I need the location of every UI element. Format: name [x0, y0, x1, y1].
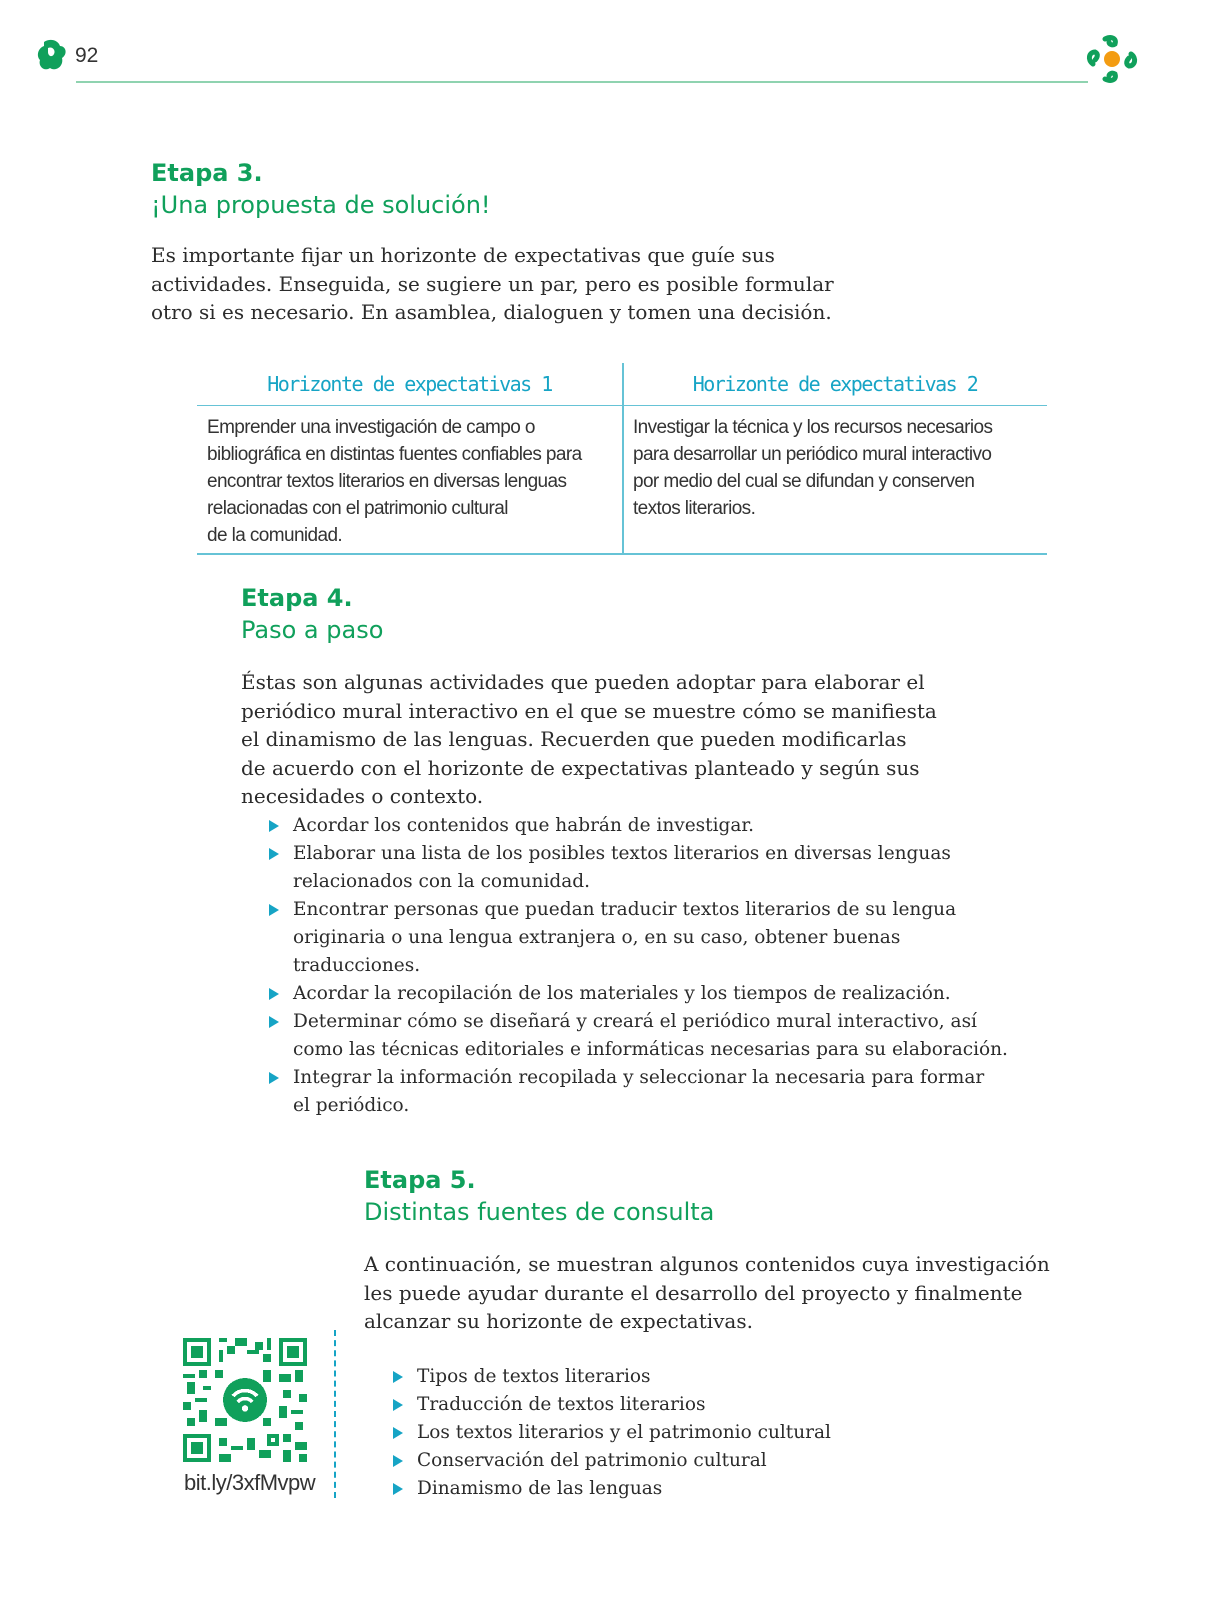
expectations-cell-2 — [623, 406, 1047, 522]
stage3-subtitle: ¡Una propuesta de solución! — [151, 191, 491, 219]
list-item-line: Integrar la información recopilada y seleccionar la necesaria para formar — [293, 1067, 985, 1088]
list-item — [293, 840, 1053, 896]
list-item-line: Tipos de textos literarios — [417, 1366, 651, 1387]
cell-line: textos literarios. — [633, 498, 756, 519]
stage4-intro-line: necesidades o contexto. — [241, 784, 484, 808]
table-bottom-rule — [197, 553, 1047, 555]
expectations-column-1 — [197, 363, 622, 549]
table-column-divider — [622, 363, 624, 554]
stage4-intro-line: el dinamismo de las lenguas. Recuerden que pueden modificarlas — [241, 727, 907, 751]
stage4-activities-list — [293, 812, 1053, 1120]
stage4-intro-line: Éstas son algunas actividades que pueden adoptar para elaborar el — [241, 670, 925, 694]
list-item — [293, 1064, 1053, 1120]
stage4-subtitle: Paso a paso — [241, 616, 384, 644]
stage3-heading — [151, 157, 491, 221]
list-item-line: Elaborar una lista de los posibles textos literarios en diversas lenguas — [293, 843, 951, 864]
list-item-line: traducciones. — [293, 955, 421, 976]
list-item-line: originaria o una lengua extranjera o, en su caso, obtener buenas — [293, 927, 901, 948]
bullet-triangle-icon — [393, 1427, 403, 1439]
bullet-triangle-icon — [269, 820, 279, 832]
cell-line: de la comunidad. — [207, 525, 343, 546]
list-item — [293, 1008, 1053, 1064]
expectations-column-2 — [623, 363, 1047, 522]
list-item-line: Acordar los contenidos que habrán de investigar. — [293, 815, 755, 836]
stage4-title: Etapa 4. — [241, 584, 353, 612]
expectations-table — [197, 363, 1047, 556]
bullet-triangle-icon — [393, 1483, 403, 1495]
list-item — [417, 1447, 977, 1475]
cell-line: bibliográfica en distintas fuentes confiables para — [207, 444, 582, 465]
stage3-intro-line: otro si es necesario. En asamblea, dialoguen y tomen una decisión. — [151, 300, 832, 324]
list-item-line: como las técnicas editoriales e informáticas necesarias para su elaboración. — [293, 1039, 1008, 1060]
cell-line: Emprender una investigación de campo o — [207, 417, 535, 438]
list-item-line: relacionados con la comunidad. — [293, 871, 590, 892]
stage3-intro-line: actividades. Enseguida, se sugiere un par, pero es posible formular — [151, 271, 834, 296]
cell-line: relacionadas con el patrimonio cultural — [207, 498, 508, 519]
stage4-intro — [241, 668, 981, 811]
qr-dashed-divider — [334, 1330, 336, 1498]
list-item — [293, 896, 1053, 980]
stage3-intro — [151, 241, 851, 327]
bullet-triangle-icon — [269, 988, 279, 1000]
stage5-intro-line: les puede ayudar durante el desarrollo del proyecto y finalmente — [364, 1280, 1023, 1305]
bullet-triangle-icon — [269, 1072, 279, 1084]
list-item-line: Los textos literarios y el patrimonio cultural — [417, 1422, 831, 1443]
stage5-heading — [364, 1164, 714, 1228]
list-item — [417, 1419, 977, 1447]
qr-code-icon[interactable] — [183, 1338, 307, 1462]
page-number: 92 — [75, 44, 99, 67]
list-item — [293, 812, 1053, 840]
stage5-intro — [364, 1250, 1064, 1336]
cell-line: Investigar la técnica y los recursos necesarios — [633, 417, 993, 438]
book-logo-icon — [36, 38, 68, 74]
bullet-triangle-icon — [269, 1016, 279, 1028]
stage5-intro-line: A continuación, se muestran algunos contenidos cuya investigación — [364, 1252, 1050, 1276]
expectations-cell-1 — [197, 406, 622, 549]
list-item — [293, 980, 1053, 1008]
bullet-triangle-icon — [269, 848, 279, 860]
bullet-triangle-icon — [393, 1399, 403, 1411]
stage4-intro-line: de acuerdo con el horizonte de expectativas planteado y según sus — [241, 755, 920, 780]
list-item-line: Determinar cómo se diseñará y creará el periódico mural interactivo, así — [293, 1011, 977, 1032]
list-item — [417, 1391, 977, 1419]
list-item-line: Encontrar personas que puedan traducir textos literarios de su lengua — [293, 899, 957, 920]
list-item-line: Dinamismo de las lenguas — [417, 1478, 663, 1499]
stage5-subtitle: Distintas fuentes de consulta — [364, 1198, 715, 1226]
stage5-intro-line: alcanzar su horizonte de expectativas. — [364, 1309, 753, 1333]
cell-line: para desarrollar un periódico mural interactivo — [633, 444, 992, 465]
stage5-title: Etapa 5. — [364, 1166, 476, 1194]
stage4-heading — [241, 582, 383, 646]
expectations-header-2: Horizonte de expectativas 2 — [623, 363, 1047, 406]
stage5-topics-list — [417, 1363, 977, 1503]
stage3-title: Etapa 3. — [151, 159, 263, 187]
list-item — [417, 1363, 977, 1391]
qr-short-link[interactable]: bit.ly/3xfMvpw — [184, 1470, 316, 1495]
bullet-triangle-icon — [269, 904, 279, 916]
list-item — [417, 1475, 977, 1503]
list-item-line: el periódico. — [293, 1095, 410, 1116]
flower-logo-icon — [1085, 34, 1139, 84]
bullet-triangle-icon — [393, 1455, 403, 1467]
stage3-intro-line: Es importante fijar un horizonte de expectativas que guíe sus — [151, 243, 775, 267]
cell-line: encontrar textos literarios en diversas lenguas — [207, 471, 567, 492]
list-item-line: Acordar la recopilación de los materiales y los tiempos de realización. — [293, 983, 951, 1004]
cell-line: por medio del cual se difundan y conserven — [633, 471, 975, 492]
stage4-intro-line: periódico mural interactivo en el que se muestre cómo se manifiesta — [241, 698, 937, 723]
expectations-header-1: Horizonte de expectativas 1 — [197, 363, 622, 406]
bullet-triangle-icon — [393, 1371, 403, 1383]
header-rule — [76, 81, 1088, 83]
list-item-line: Traducción de textos literarios — [417, 1394, 706, 1415]
list-item-line: Conservación del patrimonio cultural — [417, 1450, 767, 1471]
